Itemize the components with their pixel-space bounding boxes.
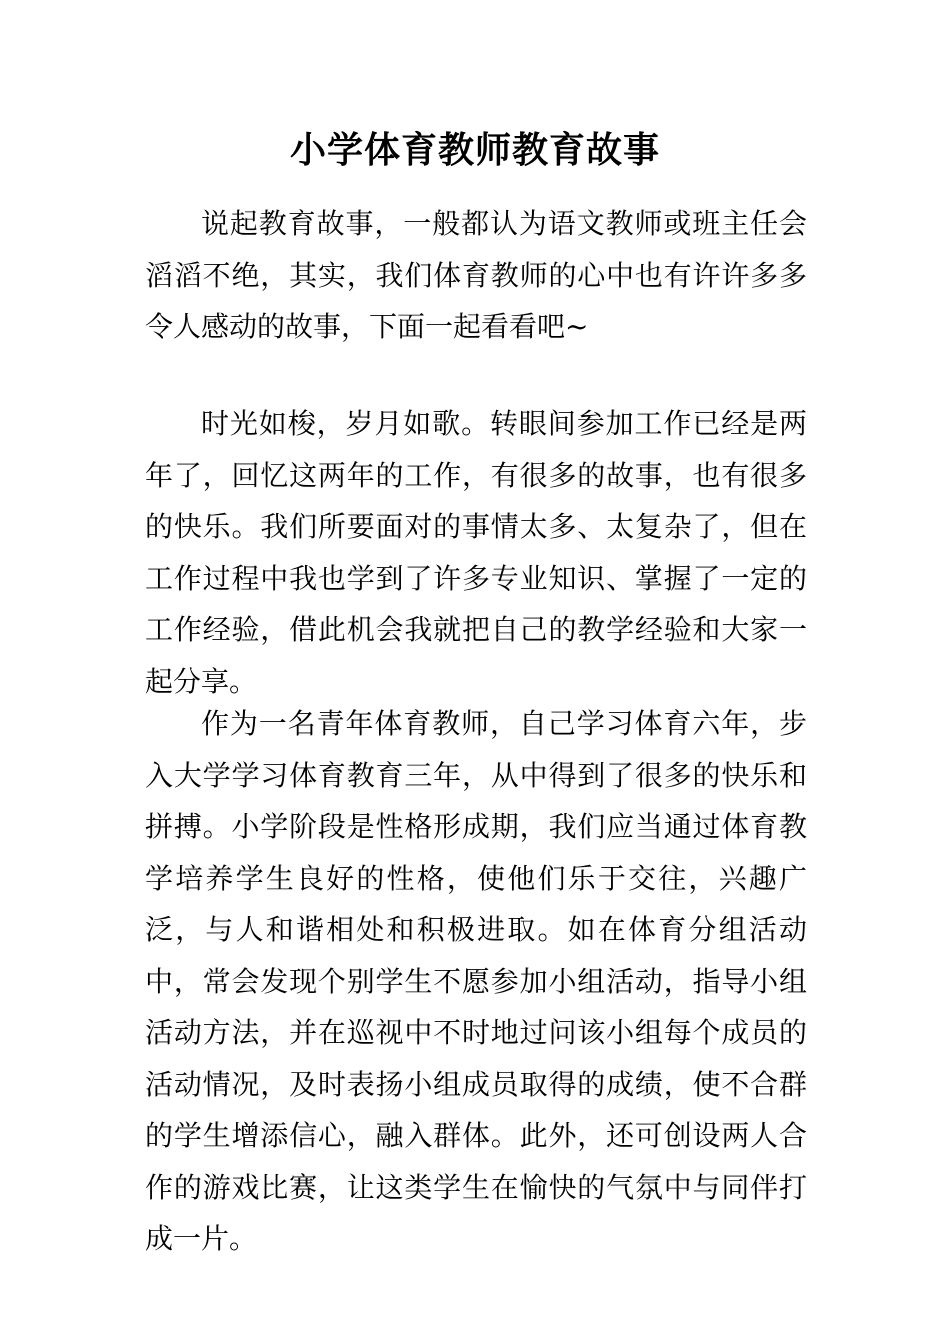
body-paragraph-2: 作为一名青年体育教师，自己学习体育六年，步入大学学习体育教育三年，从中得到了很多的快乐和拼搏。小学阶段是性格形成期，我们应当通过体育教学培养学生良好的性格，使他们乐于交往，兴趣广泛，与人和谐相处和积极进取。如在体育分组活动中，常会发现个别学生不愿参加小组活动，指导小组活动方法，并在巡视中不时地过问该小组每个成员的活动情况，及时表扬小组成员取得的成绩，使不合群的学生增添信心，融入群体。此外，还可创设两人合作的游戏比赛，让这类学生在愉快的气氛中与同伴打成一片。 <box>145 707 807 1255</box>
intro-paragraph: 说起教育故事，一般都认为语文教师或班主任会滔滔不绝，其实，我们体育教师的心中也有许许多多令人感动的故事，下面一起看看吧~ <box>145 207 807 343</box>
body-paragraph-1: 时光如梭，岁月如歌。转眼间参加工作已经是两年了，回忆这两年的工作，有很多的故事，也有很多的快乐。我们所要面对的事情太多、太复杂了，但在工作过程中我也学到了许多专业知识、掌握了一定的工作经验，借此机会我就把自己的教学经验和大家一起分享。 <box>145 407 807 698</box>
document-title: 小学体育教师教育故事 <box>289 129 660 171</box>
